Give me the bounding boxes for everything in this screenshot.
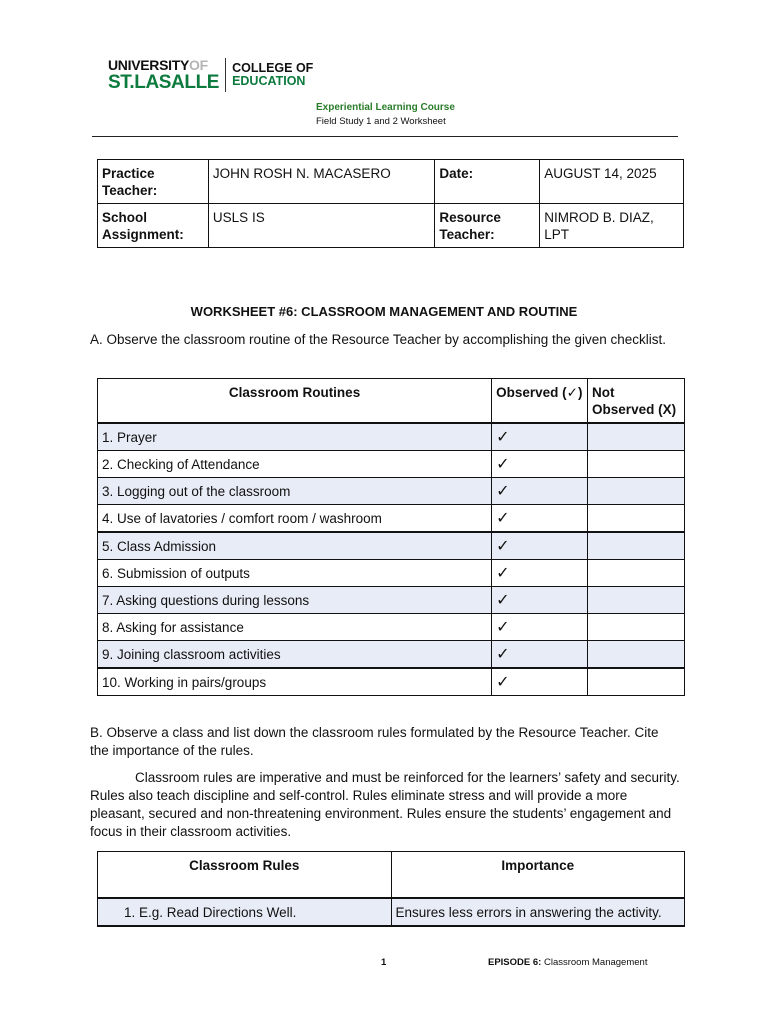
- observed-mark: ✓: [492, 451, 588, 478]
- routine-row: [98, 532, 685, 560]
- not-observed-mark: [588, 451, 685, 478]
- observed-mark: ✓: [492, 641, 588, 669]
- not-observed-mark: [588, 478, 685, 505]
- logo-college-of-text: COLLEGE OF: [232, 60, 314, 75]
- routine-name: 3. Logging out of the classroom: [98, 478, 492, 505]
- observed-mark: ✓: [492, 614, 588, 641]
- routine-name: 7. Asking questions during lessons: [98, 587, 492, 614]
- school-assignment-label: School Assignment:: [98, 204, 209, 248]
- rules-header-row: [98, 852, 685, 899]
- date-label: Date:: [435, 160, 540, 204]
- logo-university-text: UNIVERSITY: [108, 57, 190, 73]
- routine-row: [98, 641, 685, 669]
- footer-episode: [488, 957, 647, 968]
- observed-mark: ✓: [492, 560, 588, 587]
- observed-mark: ✓: [492, 532, 588, 560]
- not-observed-mark: [588, 505, 685, 533]
- logo-divider: [225, 58, 226, 92]
- not-observed-mark: [588, 532, 685, 560]
- rule-text: 1. E.g. Read Directions Well.: [98, 898, 392, 926]
- not-observed-mark: [588, 641, 685, 669]
- routine-row: [98, 423, 685, 451]
- observed-mark: ✓: [492, 478, 588, 505]
- not-observed-mark: [588, 614, 685, 641]
- routine-row: [98, 668, 685, 696]
- not-observed-mark: [588, 423, 685, 451]
- routine-row: [98, 478, 685, 505]
- observed-mark: ✓: [492, 668, 588, 696]
- not-observed-mark: [588, 560, 685, 587]
- routine-row: [98, 614, 685, 641]
- practice-teacher-label: Practice Teacher:: [98, 160, 209, 204]
- practice-teacher-value: JOHN ROSH N. MACASERO: [208, 160, 434, 204]
- routine-name: 9. Joining classroom activities: [98, 641, 492, 669]
- routine-row: [98, 451, 685, 478]
- info-row: [98, 160, 684, 204]
- importance-column-header: Importance: [391, 852, 684, 899]
- routine-name: 1. Prayer: [98, 423, 492, 451]
- resource-teacher-label: Resource Teacher:: [435, 204, 540, 248]
- not-observed-mark: [588, 587, 685, 614]
- logo-stlasalle-text: ST.LASALLE: [108, 72, 220, 93]
- observed-column-header: Observed (✓): [492, 379, 588, 424]
- not-observed-column-header: Not Observed (X): [588, 379, 685, 424]
- resource-teacher-value: NIMROD B. DIAZ, LPT: [540, 204, 684, 248]
- date-value: AUGUST 14, 2025: [540, 160, 684, 204]
- logo-education-text: EDUCATION: [232, 74, 306, 88]
- section-b-instructions: B. Observe a class and list down the classroom rules formulated by the Resource Teacher. Cite the importance of the rules.: [90, 725, 659, 758]
- routine-name: 8. Asking for assistance: [98, 614, 492, 641]
- routine-name: 5. Class Admission: [98, 532, 492, 560]
- observed-mark: ✓: [492, 587, 588, 614]
- classroom-rules-table: [97, 851, 685, 927]
- routines-header-row: [98, 379, 685, 424]
- university-logo: [108, 56, 313, 94]
- routine-name: 10. Working in pairs/groups: [98, 668, 492, 696]
- routine-name: 4. Use of lavatories / comfort room / washroom: [98, 505, 492, 533]
- course-subtitle: Field Study 1 and 2 Worksheet: [316, 116, 446, 127]
- course-title: Experiential Learning Course: [316, 102, 455, 113]
- school-assignment-value: USLS IS: [208, 204, 434, 248]
- routine-row: [98, 587, 685, 614]
- classroom-routines-table: [97, 378, 685, 696]
- section-b-paragraph: Classroom rules are imperative and must be reinforced for the learners’ safety and security. Rules also teach discipline and self-control. Rules eliminate stress and will provide a more pleasant, secured and non-threatening environment. Rules ensure the students’ engagement and focus in their classroom activities.: [90, 770, 680, 839]
- episode-label: EPISODE 6:: [488, 957, 542, 968]
- episode-title: Classroom Management: [543, 957, 648, 968]
- not-observed-mark: [588, 668, 685, 696]
- info-row: [98, 204, 684, 248]
- observed-mark: ✓: [492, 423, 588, 451]
- section-a-instructions: A. Observe the classroom routine of the Resource Teacher by accomplishing the given checklist.: [90, 332, 667, 347]
- rules-column-header: Classroom Rules: [98, 852, 392, 899]
- rule-row: [98, 898, 685, 926]
- worksheet-title: WORKSHEET #6: CLASSROOM MANAGEMENT AND ROUTINE: [190, 304, 578, 319]
- routine-name: 6. Submission of outputs: [98, 560, 492, 587]
- teacher-info-table: [97, 159, 684, 248]
- routine-row: [98, 560, 685, 587]
- page-number: 1: [381, 957, 387, 968]
- routines-column-header: Classroom Routines: [98, 379, 492, 424]
- header-divider: [92, 136, 678, 137]
- importance-text: Ensures less errors in answering the activity.: [391, 898, 684, 926]
- routine-row: [98, 505, 685, 533]
- routine-name: 2. Checking of Attendance: [98, 451, 492, 478]
- logo-of-text: OF: [189, 57, 208, 73]
- observed-mark: ✓: [492, 505, 588, 533]
